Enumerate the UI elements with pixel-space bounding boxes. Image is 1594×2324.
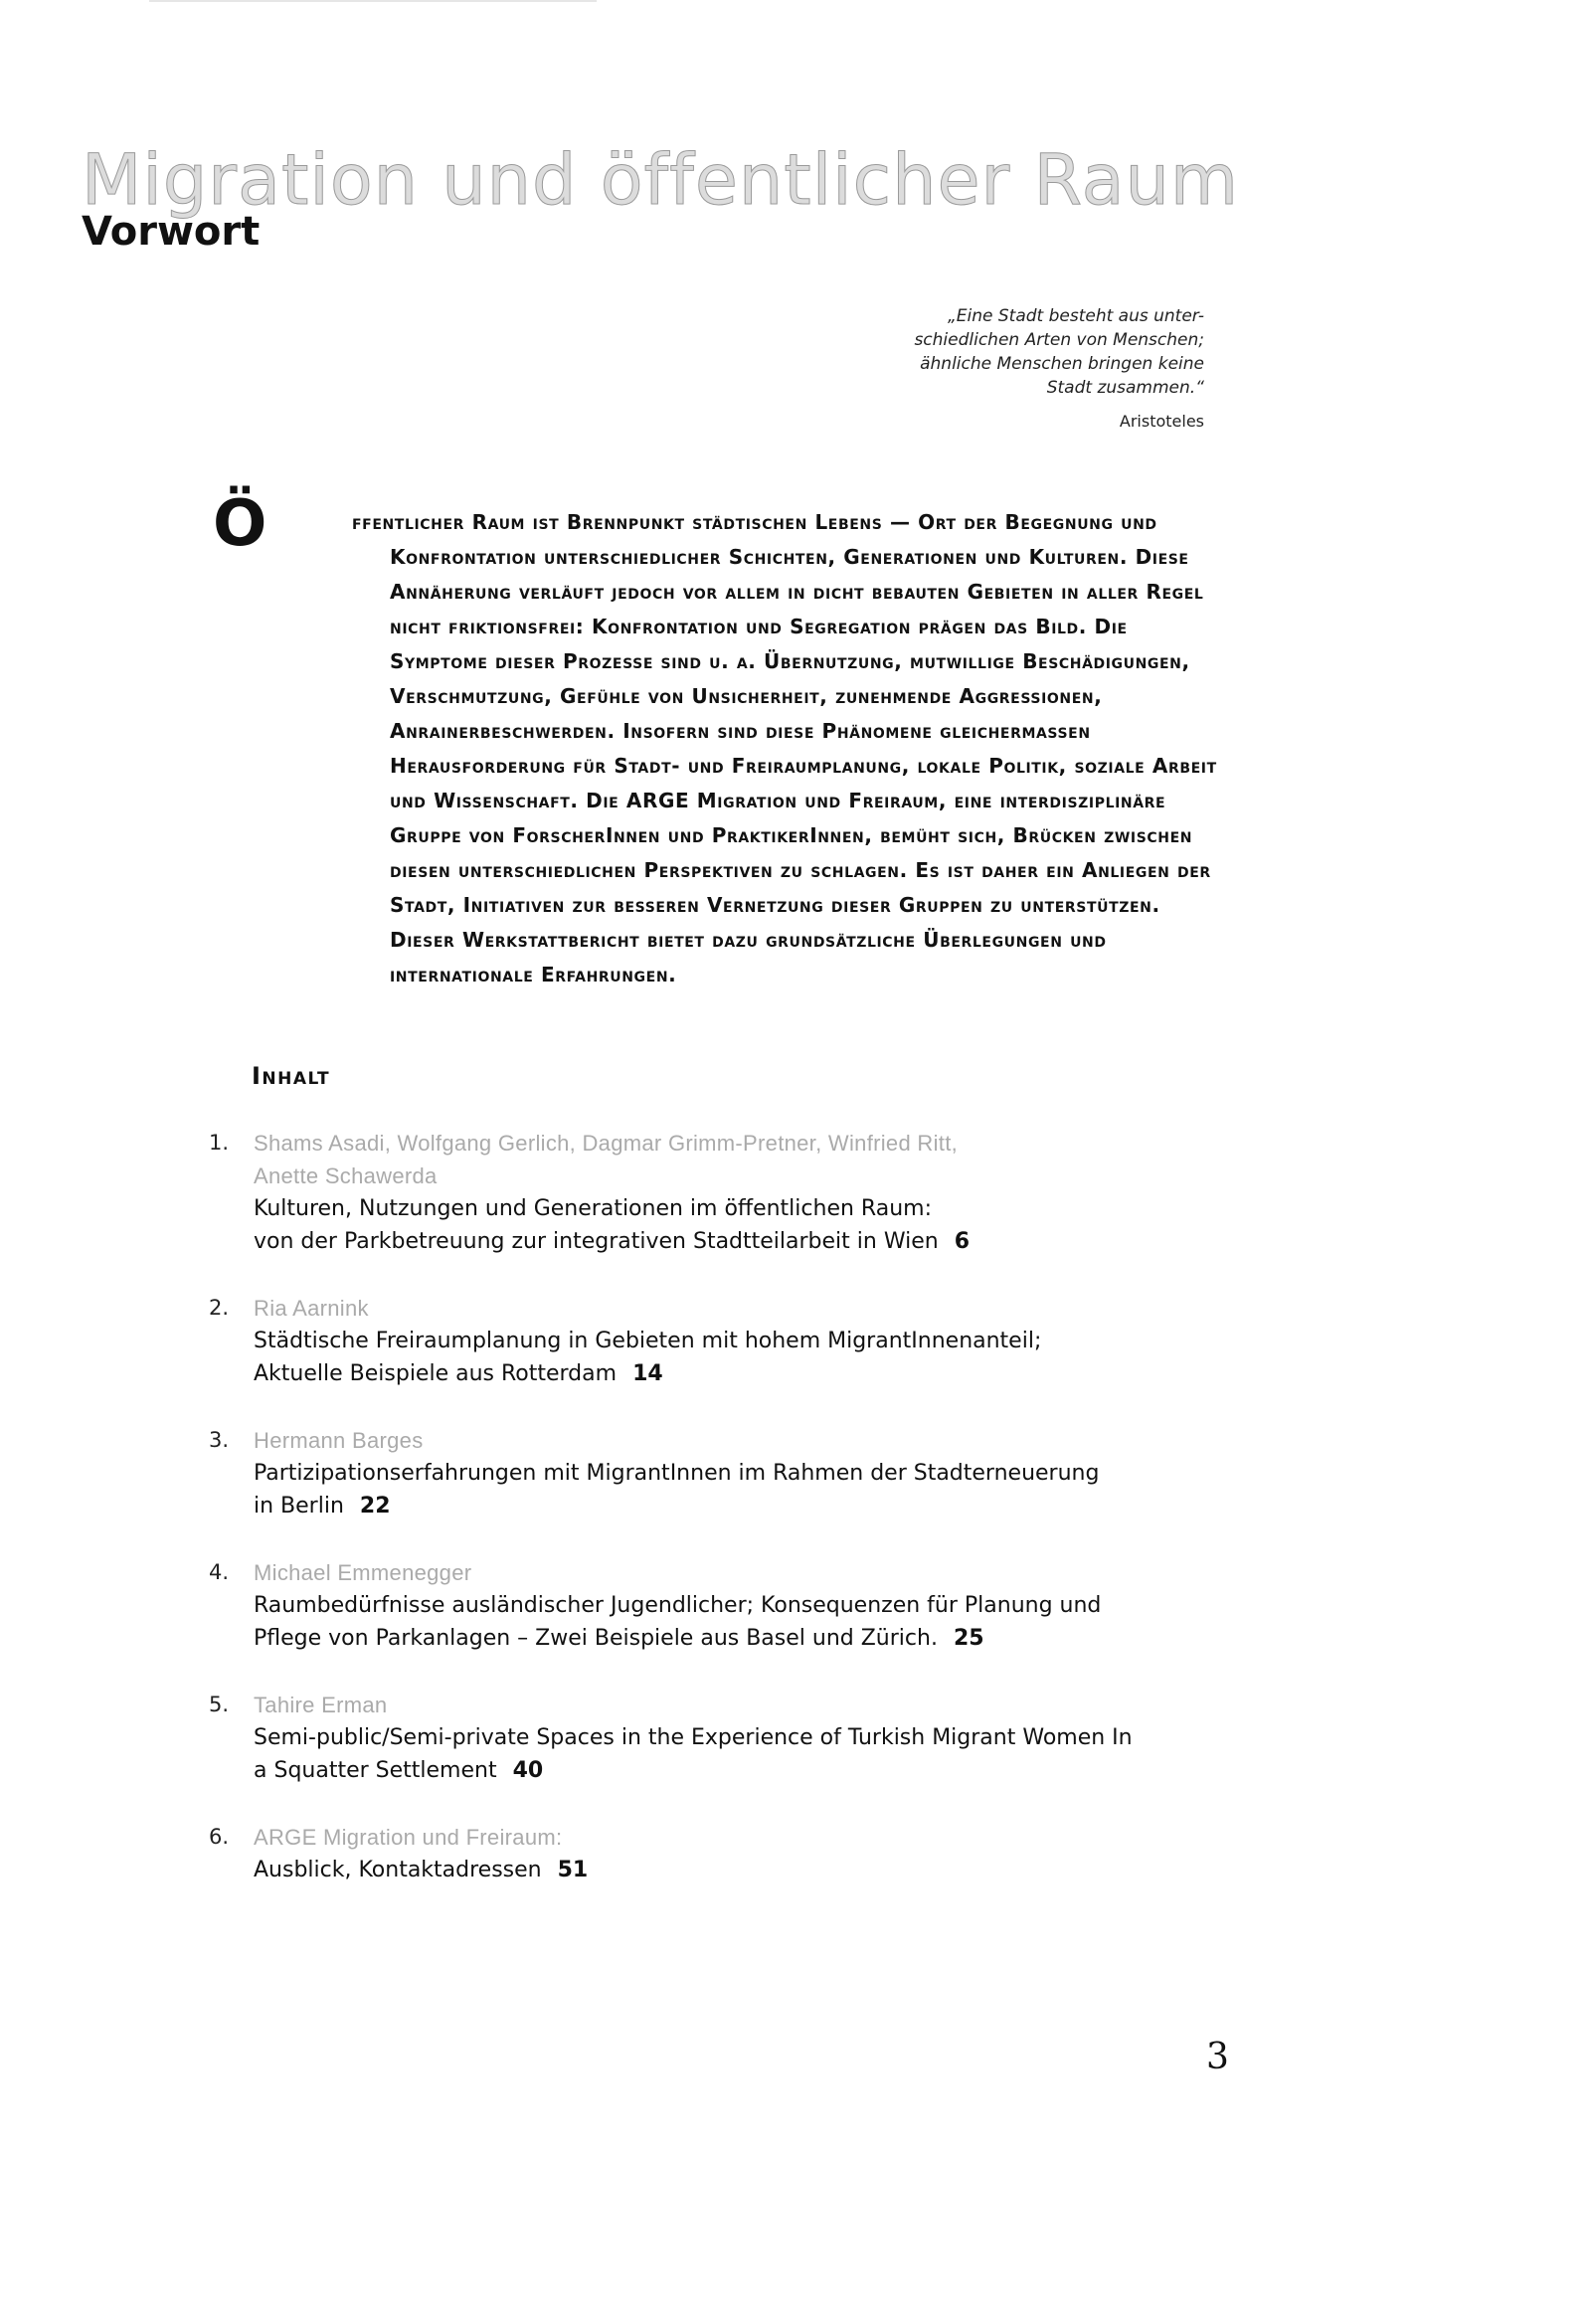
page-number: 3	[1206, 2037, 1229, 2077]
toc-item-title: Ausblick, Kontaktadressen	[254, 1858, 542, 1882]
toc-item-title: Aktuelle Beispiele aus Rotterdam	[254, 1361, 618, 1386]
section-subtitle: Vorwort	[82, 209, 261, 255]
toc-item-title: Kulturen, Nutzungen und Generationen im öffentlichen Raum:	[254, 1196, 932, 1221]
toc-item[interactable]	[209, 1292, 1203, 1390]
toc-item[interactable]	[209, 1821, 1203, 1886]
toc-item-authors: Michael Emmenegger	[254, 1560, 472, 1585]
toc-item-authors: Ria Aarnink	[254, 1296, 369, 1321]
toc-item-title: von der Parkbetreuung zur integrativen Stadtteilarbeit in Wien	[254, 1229, 939, 1254]
intro-paragraph	[352, 505, 1230, 992]
toc-item-title: Pflege von Parkanlagen – Zwei Beispiele aus Basel und Zürich.	[254, 1626, 938, 1651]
toc-item-authors: Tahire Erman	[254, 1693, 388, 1717]
toc-item-page: 25	[953, 1626, 984, 1651]
toc-item-page: 22	[359, 1494, 391, 1519]
top-rule	[149, 0, 597, 2]
quote-line: „Eine Stadt besteht aus unter-	[947, 306, 1204, 326]
toc-heading: Inhalt	[252, 1062, 331, 1090]
quote-line: ähnliche Menschen bringen keine	[920, 354, 1204, 374]
toc-item[interactable]	[209, 1127, 1203, 1258]
toc-item-number: 2.	[209, 1296, 230, 1320]
toc-item-page: 6	[954, 1229, 971, 1254]
toc-item-number: 3.	[209, 1428, 230, 1452]
quote-line: schiedlichen Arten von Menschen;	[914, 330, 1204, 350]
toc-item[interactable]	[209, 1424, 1203, 1522]
toc-item-page: 14	[632, 1361, 663, 1386]
toc-item-title: Raumbedürfnisse ausländischer Jugendlicher; Konsequenzen für Planung und	[254, 1593, 1102, 1618]
toc-item[interactable]	[209, 1689, 1203, 1787]
intro-first-line: ffentlicher Raum ist Brennpunkt städtischen Lebens — Ort der Begegnung und	[352, 510, 1157, 534]
toc-item-authors: Hermann Barges	[254, 1428, 424, 1453]
toc-item-title: Semi-public/Semi-private Spaces in the Experience of Turkish Migrant Women In	[254, 1725, 1133, 1750]
toc-item-title: Partizipationserfahrungen mit MigrantInnen im Rahmen der Stadterneuerung	[254, 1461, 1100, 1486]
toc-item[interactable]	[209, 1556, 1203, 1655]
drop-cap: Ö	[213, 487, 267, 561]
quote-line: Stadt zusammen.“	[1046, 378, 1204, 398]
toc-item-title: Städtische Freiraumplanung in Gebieten mit hohem MigrantInnenanteil;	[254, 1329, 1042, 1353]
toc-item-authors: Shams Asadi, Wolfgang Gerlich, Dagmar Grimm-Pretner, Winfried Ritt,	[254, 1131, 959, 1156]
toc-item-authors: Anette Schawerda	[254, 1163, 438, 1188]
toc-item-title: a Squatter Settlement	[254, 1758, 497, 1783]
quote-author: Aristoteles	[1119, 412, 1204, 431]
toc-item-number: 6.	[209, 1825, 230, 1849]
toc-item-number: 5.	[209, 1693, 230, 1716]
toc-item-page: 40	[512, 1758, 544, 1783]
epigraph-quote	[866, 304, 1204, 400]
toc-item-number: 1.	[209, 1131, 230, 1155]
toc-item-number: 4.	[209, 1560, 230, 1584]
toc-item-page: 51	[557, 1858, 589, 1882]
toc-item-title: in Berlin	[254, 1494, 344, 1519]
toc-item-authors: ARGE Migration und Freiraum:	[254, 1825, 563, 1850]
intro-body: Konfrontation unterschiedlicher Schichten, Generationen und Kulturen. Diese Annäherung verläuft jedoch vor allem in dicht bebauten Gebieten in aller Regel nicht friktionsfrei: Konfrontation und Segregation prägen das Bild. Die Symptome dieser Prozesse sind u. a. Übernutzung, mutwillige Beschädigungen, Verschmutzung, Gefühle von Unsicherheit, zunehmende Aggressionen, Anrainerbeschwerden. Insofern sind diese Phänomene gleichermassen Herausforderung für Stadt- und Freiraumplanung, lokale Politik, soziale Arbeit und Wissenschaft. Die ARGE Migration und Freiraum, eine interdisziplinäre Gruppe von ForscherInnen und PraktikerInnen, bemüht sich, Brücken zwischen diesen unterschiedlichen Perspektiven zu schlagen. Es ist daher ein Anliegen der Stadt, Initiativen zur besseren Vernetzung dieser Gruppen zu unterstützen. Dieser Werkstattbericht bietet dazu grundsätzliche Überlegungen und internationale Erfahrungen.	[390, 545, 1217, 986]
document-title: Migration und öffentlicher Raum	[82, 139, 1240, 221]
table-of-contents	[209, 1127, 1203, 1920]
